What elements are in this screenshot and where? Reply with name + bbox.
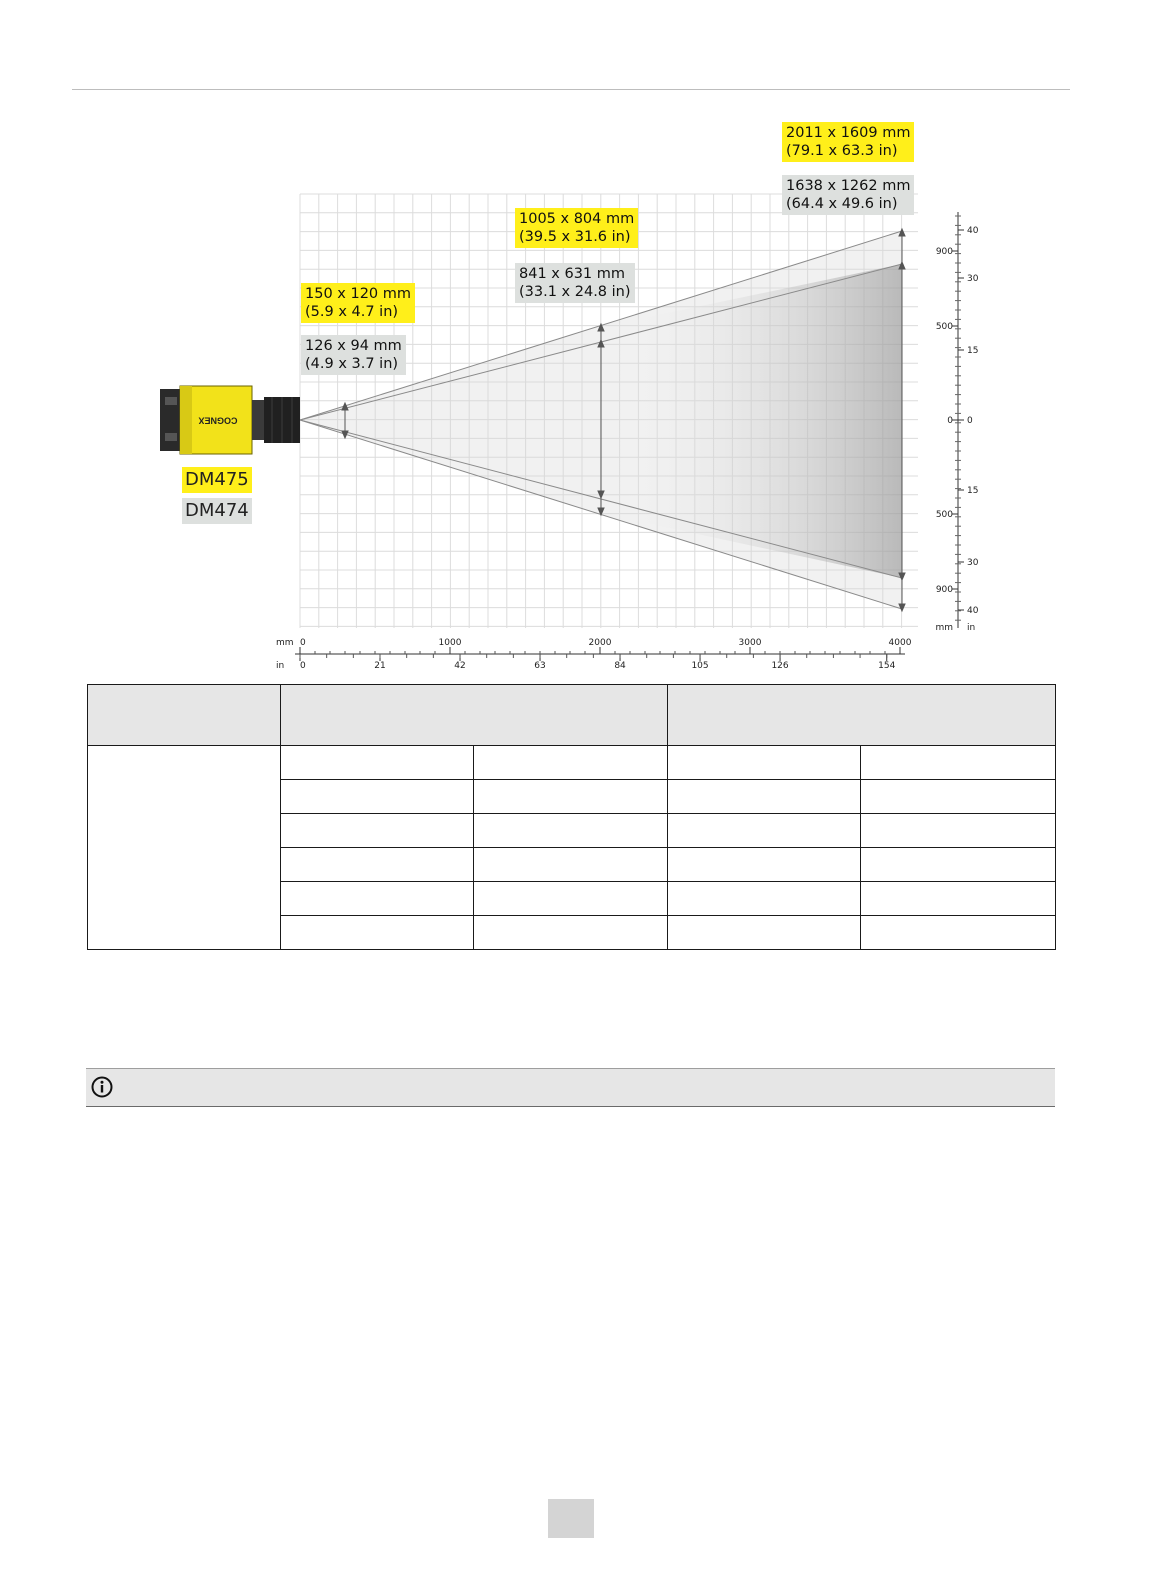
- table-cell: [88, 746, 281, 950]
- camera-icon: [160, 386, 300, 454]
- table-row: [88, 746, 1056, 780]
- tick-label: 1000: [438, 638, 462, 648]
- far-dm475-size: [782, 122, 914, 162]
- tick-label: 15: [967, 486, 979, 496]
- table-cell: [861, 848, 1056, 882]
- tick-label: 500: [935, 510, 953, 520]
- table-cell: [668, 746, 861, 780]
- tick-label: 40: [967, 606, 979, 616]
- table-cell: [668, 814, 861, 848]
- table-cell: [281, 780, 474, 814]
- field-of-view-diagram: [0, 0, 1152, 700]
- axis-unit-label: mm: [276, 638, 294, 648]
- near-dm474-size: [301, 335, 406, 375]
- near-dm474-in: (4.9 x 3.7 in): [305, 356, 399, 372]
- axis-unit-label: in: [967, 623, 976, 633]
- tick-label: 900: [935, 585, 953, 595]
- table-header-cell: [668, 685, 1056, 746]
- mid-dm474-in: (33.1 x 24.8 in): [519, 284, 631, 300]
- tick-label: 0: [967, 416, 973, 426]
- near-dm475-size: [301, 283, 415, 323]
- tick-label: 2000: [588, 638, 612, 648]
- note-box: [86, 1068, 1055, 1107]
- table-cell: [281, 848, 474, 882]
- tick-label: 84: [614, 661, 626, 671]
- table-cell: [281, 916, 474, 950]
- right-axis: [935, 212, 978, 633]
- tick-label: 21: [374, 661, 386, 671]
- table-cell: [474, 780, 668, 814]
- tick-label: 500: [935, 322, 953, 332]
- tick-label: 126: [771, 661, 789, 671]
- far-dm474-size: [782, 175, 914, 215]
- tick-label: 105: [691, 661, 709, 671]
- info-icon: [91, 1076, 113, 1098]
- table-cell: [861, 882, 1056, 916]
- tick-label: 42: [454, 661, 466, 671]
- model-dm474-label: DM474: [182, 498, 252, 524]
- table-header-cell: [88, 685, 281, 746]
- near-dm474-mm: 126 x 94 mm: [305, 338, 402, 354]
- table-cell: [474, 746, 668, 780]
- near-dm475-mm: 150 x 120 mm: [305, 286, 412, 302]
- tick-label: 30: [967, 274, 979, 284]
- mid-dm475-in: (39.5 x 31.6 in): [519, 229, 631, 245]
- mid-dm475-size: [515, 208, 638, 248]
- table-cell: [281, 814, 474, 848]
- table-cell: [474, 916, 668, 950]
- table-cell: [474, 814, 668, 848]
- tick-label: 154: [878, 661, 896, 671]
- table-cell: [861, 746, 1056, 780]
- camera-logo: COGNEX: [198, 415, 238, 426]
- tick-label: 15: [967, 346, 979, 356]
- axis-unit-label: mm: [935, 623, 953, 633]
- table-cell: [668, 882, 861, 916]
- tick-label: 4000: [888, 638, 912, 648]
- tick-label: 63: [534, 661, 546, 671]
- specs-table: [87, 684, 1056, 950]
- table-cell: [861, 814, 1056, 848]
- far-dm475-mm: 2011 x 1609 mm: [786, 125, 911, 141]
- table-cell: [668, 916, 861, 950]
- mid-dm475-mm: 1005 x 804 mm: [519, 211, 635, 227]
- near-dm475-in: (5.9 x 4.7 in): [305, 304, 399, 320]
- tick-label: 40: [967, 226, 979, 236]
- table-cell: [281, 746, 474, 780]
- far-dm474-mm: 1638 x 1262 mm: [786, 178, 911, 194]
- tick-label: 0: [300, 638, 306, 648]
- tick-label: 900: [935, 247, 953, 257]
- table-cell: [861, 916, 1056, 950]
- tick-label: 3000: [738, 638, 762, 648]
- mid-dm474-mm: 841 x 631 mm: [519, 266, 626, 282]
- table-cell: [281, 882, 474, 916]
- axis-unit-label: in: [276, 661, 285, 671]
- table-cell: [668, 780, 861, 814]
- tick-label: 0: [947, 416, 953, 426]
- table-cell: [474, 848, 668, 882]
- tick-label: 30: [967, 558, 979, 568]
- page-number-tab: [548, 1499, 594, 1538]
- tick-label: 0: [300, 661, 306, 671]
- table-cell: [474, 882, 668, 916]
- table-cell: [861, 780, 1056, 814]
- far-dm475-in: (79.1 x 63.3 in): [786, 143, 898, 159]
- far-dm474-in: (64.4 x 49.6 in): [786, 196, 898, 212]
- mid-dm474-size: [515, 263, 635, 303]
- model-dm475-label: DM475: [182, 467, 252, 493]
- table-header-row: [88, 685, 1056, 746]
- bottom-axis: [276, 638, 912, 671]
- table-header-cell: [281, 685, 668, 746]
- table-cell: [668, 848, 861, 882]
